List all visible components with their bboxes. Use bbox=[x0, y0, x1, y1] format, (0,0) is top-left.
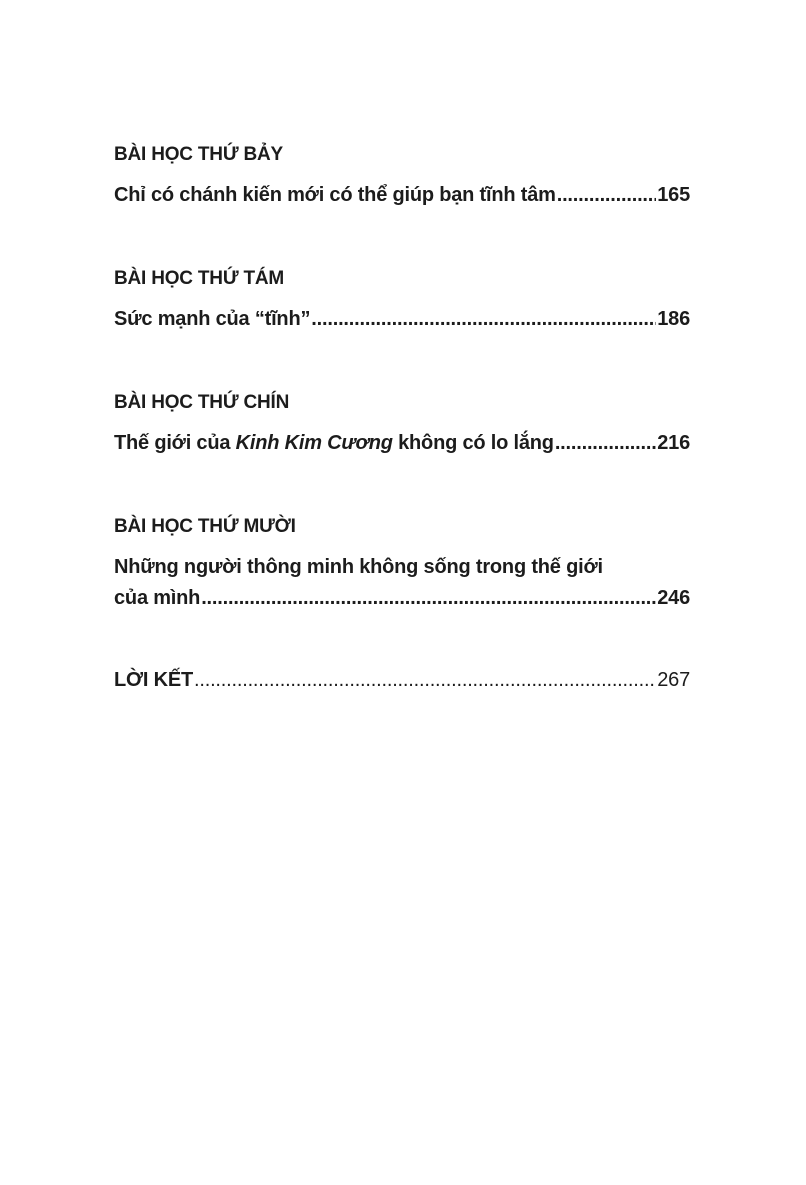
lesson-8-title: Sức mạnh của “tĩnh” bbox=[114, 308, 311, 330]
lesson-10-entry[interactable] bbox=[114, 587, 690, 610]
lesson-9-entry[interactable] bbox=[114, 432, 690, 455]
lesson-8-page: 186 bbox=[657, 308, 690, 330]
lesson-10-heading: BÀI HỌC THỨ MƯỜI bbox=[114, 516, 296, 537]
lesson-8-heading: BÀI HỌC THỨ TÁM bbox=[114, 268, 285, 289]
lesson-9-title bbox=[114, 432, 554, 455]
lesson-9-title-italic: Kinh Kim Cương bbox=[235, 432, 393, 454]
lesson-7-title: Chỉ có chánh kiến mới có thể giúp bạn tĩnh tâm bbox=[114, 184, 556, 206]
lesson-8-entry[interactable] bbox=[114, 308, 690, 331]
epilogue-title: LỜI KẾT bbox=[114, 669, 193, 691]
lesson-7-heading: BÀI HỌC THỨ BẢY bbox=[114, 144, 283, 165]
leader-dots bbox=[555, 432, 656, 455]
leader-dots bbox=[311, 308, 656, 331]
leader-dots bbox=[557, 184, 657, 207]
leader-dots bbox=[201, 587, 656, 610]
lesson-10-title-line1[interactable]: Những người thông minh không sống trong thế giới bbox=[114, 556, 603, 578]
lesson-9-title-after: không có lo lắng bbox=[392, 432, 554, 454]
lesson-7-entry[interactable] bbox=[114, 184, 690, 207]
epilogue-entry[interactable] bbox=[114, 669, 690, 692]
lesson-10-page: 246 bbox=[657, 587, 690, 609]
lesson-9-title-before: Thế giới của bbox=[114, 432, 236, 454]
epilogue-page: 267 bbox=[657, 669, 690, 691]
lesson-9-page: 216 bbox=[657, 432, 690, 454]
leader-dots bbox=[194, 669, 656, 692]
lesson-7-page: 165 bbox=[657, 184, 690, 206]
lesson-9-heading: BÀI HỌC THỨ CHÍN bbox=[114, 392, 290, 413]
lesson-10-title-line2: của mình bbox=[114, 587, 201, 609]
